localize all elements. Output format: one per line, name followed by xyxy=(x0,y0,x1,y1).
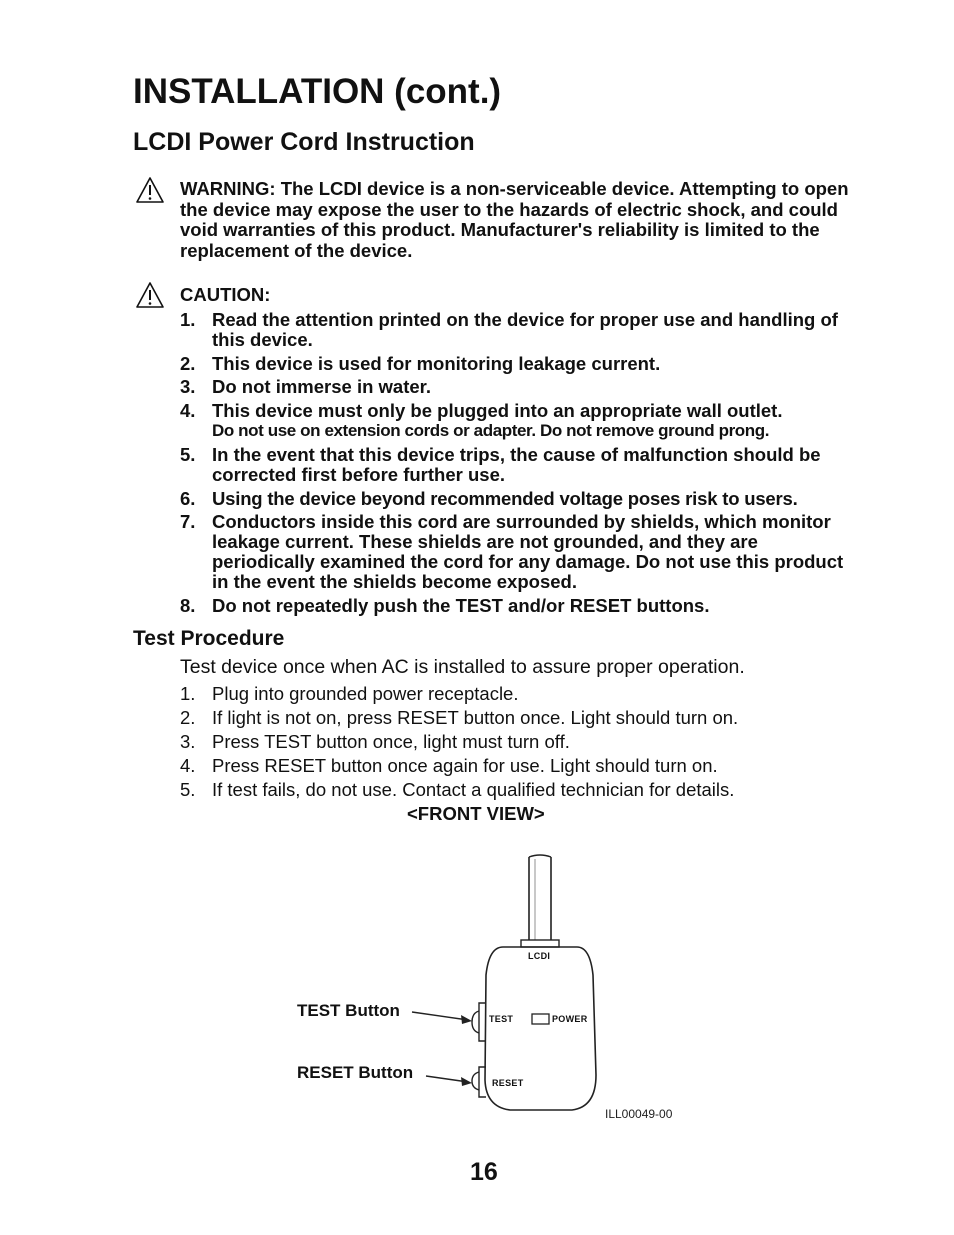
item-text: Conductors inside this cord are surrounded by shields, which monitor leakage current. These shields are not grounded, and they are periodically examined the cord for any damage. Do not use this product in the event the shields become exposed. xyxy=(212,511,844,592)
lcdi-device-drawing xyxy=(290,845,690,1125)
item-text: Read the attention printed on the device for proper use and handling of this device. xyxy=(212,309,838,350)
item-number: 5. xyxy=(180,443,196,465)
item-text: Press RESET button once again for use. Light should turn on. xyxy=(212,755,718,776)
item-number: 5. xyxy=(180,779,196,800)
item-number: 7. xyxy=(180,511,196,533)
list-item xyxy=(180,596,860,616)
item-text: This device must only be plugged into an appropriate wall outlet. xyxy=(212,400,783,422)
warning-triangle-icon xyxy=(135,176,165,204)
caution-triangle-icon xyxy=(135,281,165,309)
illustration-code: ILL00049-00 xyxy=(605,1107,673,1121)
reset-button-callout: RESET Button xyxy=(297,1063,414,1082)
item-number: 2. xyxy=(180,707,196,728)
list-item xyxy=(180,512,860,591)
figure-caption: <FRONT VIEW> xyxy=(407,803,545,824)
item-number: 1. xyxy=(180,683,196,704)
test-button-callout: TEST Button xyxy=(297,1001,400,1020)
list-item xyxy=(180,310,860,350)
item-text: If test fails, do not use. Contact a qualified technician for details. xyxy=(212,779,735,800)
device-test-label: TEST xyxy=(489,1014,514,1024)
warning-text: WARNING: The LCDI device is a non-serviceable device. Attempting to open the device may expose the user to the hazards of electric shock, and could void warranties of this product. Manufacturer's reliability is limited to the replacement of the device. xyxy=(180,178,849,262)
list-item xyxy=(180,445,860,485)
list-item xyxy=(180,756,860,776)
page-title: INSTALLATION (cont.) xyxy=(133,72,502,111)
item-text: This device is used for monitoring leakage current. xyxy=(212,352,661,374)
item-number: 6. xyxy=(180,487,196,509)
list-item xyxy=(180,489,860,509)
list-item xyxy=(180,401,860,441)
caution-list xyxy=(180,310,860,619)
item-text: Plug into grounded power receptacle. xyxy=(212,683,519,704)
device-brand-label: LCDI xyxy=(528,951,551,961)
list-item xyxy=(180,684,860,704)
section-title: LCDI Power Cord Instruction xyxy=(133,128,475,156)
item-number: 3. xyxy=(180,731,196,752)
item-number: 3. xyxy=(180,376,196,398)
item-text: Do not repeatedly push the TEST and/or RESET buttons. xyxy=(212,594,710,616)
list-item xyxy=(180,732,860,752)
page-number: 16 xyxy=(470,1158,498,1186)
item-text: Do not immerse in water. xyxy=(212,376,431,398)
item-number: 8. xyxy=(180,594,196,616)
item-subtext: Do not use on extension cords or adapter. Do not remove ground prong. xyxy=(212,420,770,440)
item-number: 4. xyxy=(180,400,196,422)
list-item xyxy=(180,708,860,728)
item-text: Press TEST button once, light must turn off. xyxy=(212,731,570,752)
item-number: 2. xyxy=(180,352,196,374)
device-power-label: POWER xyxy=(552,1014,588,1024)
list-item xyxy=(180,354,860,374)
item-text: In the event that this device trips, the cause of malfunction should be corrected first before further use. xyxy=(212,443,821,485)
test-procedure-heading: Test Procedure xyxy=(133,627,285,650)
item-number: 4. xyxy=(180,755,196,776)
item-text: Using the device beyond recommended voltage poses risk to users. xyxy=(212,487,798,509)
item-text: If light is not on, press RESET button once. Light should turn on. xyxy=(212,707,739,728)
device-reset-label: RESET xyxy=(492,1078,524,1088)
list-item xyxy=(180,780,860,800)
test-procedure-list xyxy=(180,684,860,804)
item-number: 1. xyxy=(180,309,196,330)
test-procedure-intro: Test device once when AC is installed to assure proper operation. xyxy=(180,656,745,678)
lcdi-device-illustration xyxy=(290,845,690,1125)
caution-label: CAUTION: xyxy=(180,284,271,305)
list-item xyxy=(180,377,860,397)
